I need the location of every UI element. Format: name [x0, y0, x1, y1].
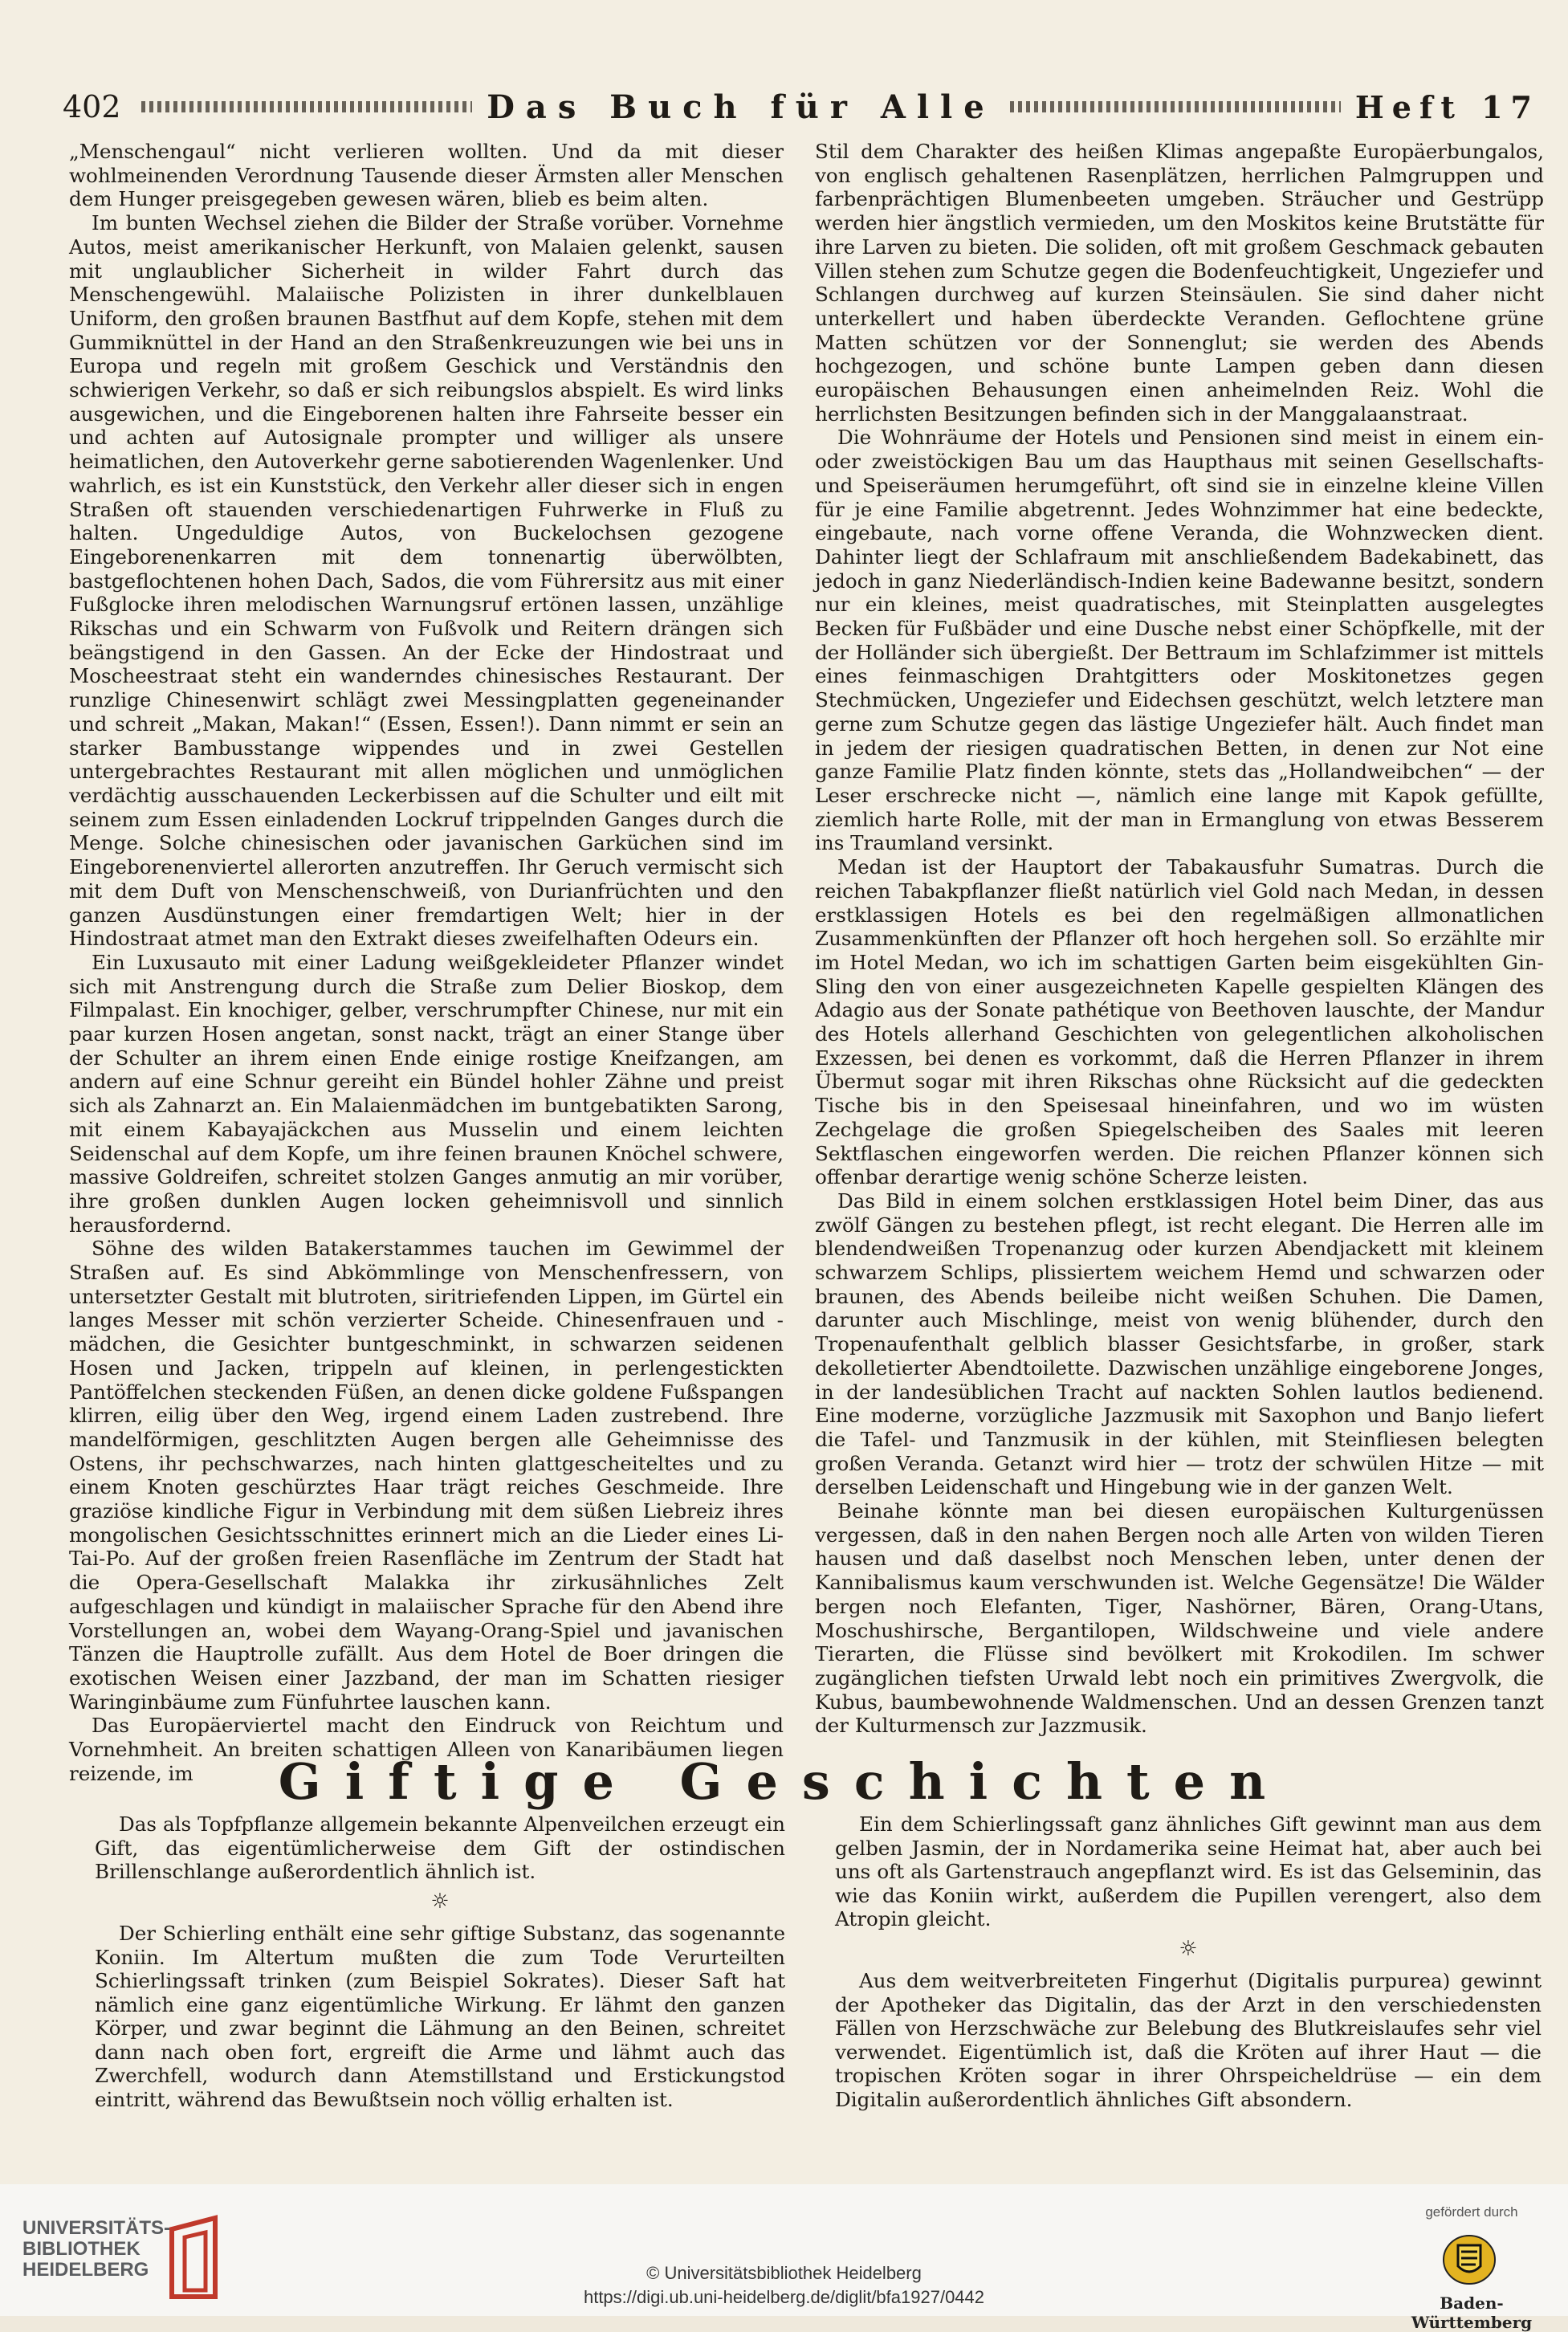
issue-label: Heft 17 — [1354, 88, 1540, 125]
paragraph: Das als Topfpflanze allgemein bekannte Alpenveilchen erzeugt ein Gift, das eigentümlicherweise dem Gift der ostindischen Brillenschlange außerordentlich ähnlich ist. — [95, 1812, 785, 1883]
paragraph: Söhne des wilden Batakerstammes tauchen im Gewimmel der Straßen auf. Es sind Abkömmlinge von Menschenfressern, von untersetzter Gestalt mit blutroten, siritriefenden Lippen, im Gürtel ein langes Messer mit schön verzierter Scheide. Chinesenfrauen und -mädchen, die Gesichter buntgeschminkt, in schwarzen seidenen Hosen und Jacken, trippeln auf kleinen, in perlengestickten Pantöffelchen steckenden Füßen, an denen dicke goldene Fußspangen klirren, eilig über den Weg, irgend einem Laden zustrebend. Ihre mandelförmigen, geschlitzten Augen bergen alle Geheimnisse des Ostens, ihr pechschwarzes, nach hinten glattgescheiteltes und zu einem Knoten geschürztes Haar trägt reiches Geschmeide. Ihre graziöse kindliche Figur in Verbindung mit dem süßen Liebreiz ihres mongolischen Gesichtsschnittes erinnert mich an die Lieder eines Li-Tai-Po. Auf der großen freien Rasenfläche im Zentrum der Stadt hat die Opera-Gesellschaft Malakka ihr zirkusähnliches Zelt aufgeschlagen und kündigt in malaiischer Sprache für den Abend ihre Vorstellungen an, wobei dem Wayang-Orang-Spiel und javanischen Tänzen die Hauptrolle zufällt. Aus dem Hotel de Boer dringen die exotischen Weisen einer Jazzband, der man im Schatten riesiger Waringinbäume zum Fünfuhrtee lauschen kann. — [69, 1237, 784, 1714]
running-header — [63, 87, 1540, 127]
coat-of-arms-icon — [1437, 2226, 1501, 2290]
paragraph: Stil dem Charakter des heißen Klimas angepaßte Europäerbungalos, von englisch gehaltenen Rasenplätzen, herrlichen Palmgruppen und farbenprächtigen Blumenbeeten umgeben. Sträucher und Gestrüpp werden hier ängstlich vermieden, um den Moskitos keine Brutstätte für ihre Larven zu bieten. Die soliden, oft mit großem Geschmack gebauten Villen stehen zum Schutze gegen die Bodenfeuchtigkeit, Ungeziefer und Schlangen durchweg auf kurzen Steinsäulen. Sie sind daher nicht unterkellert und haben überdeckte Veranden. Geflochtene grüne Matten schützen vor der Sonnenglut; sie werden des Abends hochgezogen, und schöne bunte Lampen geben dann diesen europäischen Behausungen einen anheimelnden Reiz. Wohl die herrlichsten Besitzungen befinden sich in der Manggalaanstraat. — [815, 140, 1544, 426]
funder-name: Baden-Württemberg — [1411, 2293, 1533, 2332]
paragraph: Ein dem Schierlingssaft ganz ähnliches Gift gewinnt man aus dem gelben Jasmin, der in Nordamerika seine Heimat hat, aber auch bei uns oft als Gartenstrauch angepflanzt wird. Es ist das Gelseminin, das wie das Koniin wirkt, außerdem die Pupillen verengert, also dem Atropin gleicht. — [835, 1812, 1542, 1930]
page-number: 402 — [63, 89, 121, 124]
section-title: Giftige Geschichten — [278, 1752, 1290, 1811]
library-name-line: UNIVERSITÄTS- — [22, 2217, 171, 2239]
paragraph: Aus dem weitverbreiteten Fingerhut (Digitalis purpurea) gewinnt der Apotheker das Digitalin, das der Arzt in den verschiedensten Fällen von Herzschwäche zur Belebung des Blutkreislaufes sehr viel verwendet. Eigentümlich ist, daß die Kröten auf ihrer Haut — die tropischen Kröten sogar in ihrer Ohrspeicheldrüse — ein dem Digitalin außerordentlich ähnliches Gift absondern. — [835, 1969, 1542, 2111]
periodical-title: Das Buch für Alle — [487, 88, 996, 126]
paragraph: Ein Luxusauto mit einer Ladung weißgekleideter Pflanzer windet sich mit Anstrengung durch die Straße zum Delier Bioskop, dem Filmpalast. Ein knochiger, gelber, verschrumpfter Chinese, nur mit ein paar kurzen Hosen angetan, sonst nackt, trägt an einer Stange über der Schulter an ihrem einen Ende einige rostige Kneifzangen, am andern auf eine Schnur gereiht ein Bündel hohler Zähne und preist sich als Zahnarzt an. Ein Malaienmädchen im buntgebatikten Sarong, mit einem Kabayajäckchen aus Musselin und einem leichten Seidenschal auf dem Kopfe, um ihre feinen braunen Knöchel schwere, massive Goldreifen, schreitet stolzen Ganges anmutig an mir vorüber, ihre großen dunklen Augen locken geheimnisvoll und sinnlich herausfordernd. — [69, 950, 784, 1237]
paragraph: „Menschengaul“ nicht verlieren wollten. Und da mit dieser wohlmeinenden Verordnung Tausende dieser Ärmsten aller Menschen dem Hunger preisgegeben gewesen wären, blieb es beim alten. — [69, 140, 784, 211]
left-column — [69, 140, 784, 1786]
section-divider: ☼ — [1179, 1936, 1198, 1961]
copyright-notice: © Universitätsbibliothek Heidelberg — [646, 2263, 922, 2283]
paragraph: Medan ist der Hauptort der Tabakausfuhr Sumatras. Durch die reichen Tabakpflanzer fließt natürlich viel Gold nach Medan, in dessen erstklassigen Hotels es bei den regelmäßigen allmonatlichen Zusammenkünften der Pflanzer oft hoch hergehen soll. So erzählte mir im Hotel Medan, wo ich im schattigen Garten beim eisgekühlten Gin-Sling den von einer ausgezeichneten Kapelle gespielten Klängen des Adagio aus der Sonate pathétique von Beethoven lauschte, der Mandur des Hotels allerhand Geschichten von gelegentlichen alkoholischen Exzessen, bei denen es vorkommt, daß die Herren Pflanzer in ihrem Übermut sogar mit ihren Rikschas ohne Rücksicht auf die gedeckten Tische bis in den Speisesaal hineinfahren, und wo im wüsten Zechgelage die großen Spiegelscheiben des Saales mit leeren Sektflaschen eingeworfen werden. Die reichen Pflanzer können sich offenbar derartige wenig schöne Scherze leisten. — [815, 855, 1544, 1189]
section-left-column — [95, 1812, 785, 2111]
header-ornament — [1010, 101, 1341, 112]
header-ornament — [141, 101, 472, 112]
funding-label: gefördert durch — [1425, 2204, 1518, 2220]
permalink[interactable]: https://digi.ub.uni-heidelberg.de/diglit/bfa1927/0442 — [583, 2287, 985, 2307]
paragraph: Die Wohnräume der Hotels und Pensionen sind meist in einem ein- oder zweistöckigen Bau um das Haupthaus mit seinen Gesellschafts- und Speiseräumen herumgeführt, oft sind sie in einzelne kleine Villen für je eine Familie abgetrennt. Jedes Wohnzimmer hat eine bedeckte, eingebaute, nach vorne offene Veranda, die Wohnzwecken dient. Dahinter liegt der Schlafraum mit anschließendem Badekabinett, das jedoch in ganz Niederländisch-Indien keine Badewanne besitzt, sondern nur ein kleines, meist quadratisches, mit Steinplatten ausgelegtes Becken für Fußbäder und eine Dusche nebst einer Schöpfkelle, mit der der Holländer sich übergießt. Der Bettraum im Schlafzimmer ist mittels eines feinmaschigen Drahtgitters oder Moskitonetzes gegen Stechmücken, Ungeziefer und Eidechsen geschützt, welch letztere man gerne zum Schutze gegen das lästige Ungeziefer hält. Auch findet man in jedem der riesigen quadratischen Betten, in denen zur Not eine ganze Familie Platz finden könnte, stets das „Hollandweibchen“ — der Leser erschrecke nicht —, nämlich eine lange mit Kapok gefüllte, ziemlich harte Rolle, mit der man in Ermanglung von etwas Besserem ins Traumland versinkt. — [815, 426, 1544, 855]
library-name-line: BIBLIOTHEK — [22, 2238, 141, 2260]
right-column — [815, 140, 1544, 1738]
section-divider: ☼ — [430, 1889, 450, 1914]
library-name-line: HEIDELBERG — [22, 2259, 149, 2281]
paragraph: Das Bild in einem solchen erstklassigen Hotel beim Diner, das aus zwölf Gängen zu bestehen pflegt, ist recht elegant. Die Herren alle im blendendweißen Tropenanzug oder kurzen Abendjackett mit kleinem schwarzem Schlips, plissiertem weichem Hemd und schwarzen oder braunen, des Abends beileibe nicht weißen Schuhen. Die Damen, darunter auch Mischlinge, meist von wenig blühender, durch den Tropenaufenthalt gelblich blasser Gesichtsfarbe, in großer, stark dekolletierter Abendtoilette. Dazwischen unzählige eingeborene Jonges, in der landesüblichen Tracht auf nackten Sohlen lautlos bedienend. Eine moderne, vorzügliche Jazzmusik mit Saxophon und Banjo liefert die Tafel- und Tanzmusik in der kühlen, mit Steinfliesen belegten großen Veranda. Getanzt wird hier — trotz der schwülen Hitze — mit derselben Leidenschaft und Hingebung wie in der ganzen Welt. — [815, 1188, 1544, 1499]
paragraph: Beinahe könnte man bei diesen europäischen Kulturgenüssen vergessen, daß in den nahen Bergen noch alle Arten von wilden Tieren hausen und daß daselbst noch Menschen leben, unter denen der Kannibalismus kaum verschwunden ist. Welche Gegensätze! Die Wälder bergen noch Elefanten, Tiger, Nashörner, Bären, Orang-Utans, Moschushirsche, Bergantilopen, Wildschweine und viele andere Tierarten, die Flüsse sind bevölkert mit Krokodilen. Im schwer zugänglichen tiefsten Urwald lebt noch ein primitives Zwergvolk, die Kubus, baumbewohnende Waldmenschen. Und an dessen Grenzen tanzt der Kulturmensch zur Jazzmusik. — [815, 1499, 1544, 1738]
section-right-column — [835, 1812, 1542, 2111]
paragraph: Im bunten Wechsel ziehen die Bilder der Straße vorüber. Vornehme Autos, meist amerikanischer Herkunft, von Malaien gelenkt, sausen mit unglaublicher Sicherheit in wilder Fahrt durch das Menschengewühl. Malaiische Polizisten in ihrer dunkelblauen Uniform, den großen braunen Bastfhut auf dem Kopfe, stehen mit dem Gummiknüttel in der Hand an den Straßenkreuzungen wie bei uns in Europa und regeln mit großem Geschick und Verständnis den schwierigen Verkehr, so daß er sich reibungslos abspielt. Es wird links ausgewichen, und die Eingeborenen halten ihre Fahrseite besser ein und achten auf Autosignale prompter und williger als unsere heimatlichen, den Autoverkehr gerne sabotierenden Wagenlenker. Und wahrlich, es ist ein Kunststück, den Verkehr aller dieser sich in engen Straßen oft stauenden verschiedenartigen Fuhrwerke in Fluß zu halten. Ungeduldige Autos, von Buckelochsen gezogene Eingeborenenkarren mit dem tonnenartig überwölbten, bastgeflochtenen hohen Dach, Sados, die vom Führersitz aus mit einer Fußglocke ihren melodischen Warnungsruf ertönen lassen, unzählige Rikschas und ein Schwarm von Fußvolk und Reitern drängen sich beängstigend in den Gassen. An der Ecke der Hindostraat und Moscheestraat steht ein wanderndes chinesisches Restaurant. Der runzlige Chinesenwirt schlägt zwei Messingplatten gegeneinander und schreit „Makan, Makan!“ (Essen, Essen!). Dann nimmt er sein an starker Bambusstange wippendes und in zwei Gestellen untergebrachtes Restaurant mit allen möglichen und unmöglichen verdächtig ausschauenden Leckerbissen auf die Schulter und eilt mit seinem zum Essen einladenden Lockruf trippelnden Ganges durch die Menge. Solche chinesischen oder javanischen Garküchen sind im Eingeborenenviertel allerorten anzutreffen. Ihr Geruch vermischt sich mit dem Duft von Menschenschweiß, von Durianfrüchten und den ganzen Ausdünstungen einer fremdartigen Welt; hier in der Hindostraat atmet man den Extrakt dieses zweifelhaften Odeurs ein. — [69, 211, 784, 951]
paragraph: Das Europäerviertel macht den Eindruck von Reichtum und Vornehmheit. An breiten schattigen Alleen von Kanaribäumen liegen reizende, im — [69, 1714, 784, 1785]
paragraph: Der Schierling enthält eine sehr giftige Substanz, das sogenannte Koniin. Im Altertum mußten die zum Tode Verurteilten Schierlingssaft trinken (zum Beispiel Sokrates). Dieser Saft hat nämlich eine ganz eigentümliche Wirkung. Er lähmt den ganzen Körper, und zwar beginnt die Lähmung an den Beinen, schreitet dann nach oben fort, ergreift die Arme und lähmt auch das Zwerchfell, wodurch dann Atemstillstand und Erstickungstod eintritt, während das Bewußtsein noch völlig erhalten ist. — [95, 1922, 785, 2111]
